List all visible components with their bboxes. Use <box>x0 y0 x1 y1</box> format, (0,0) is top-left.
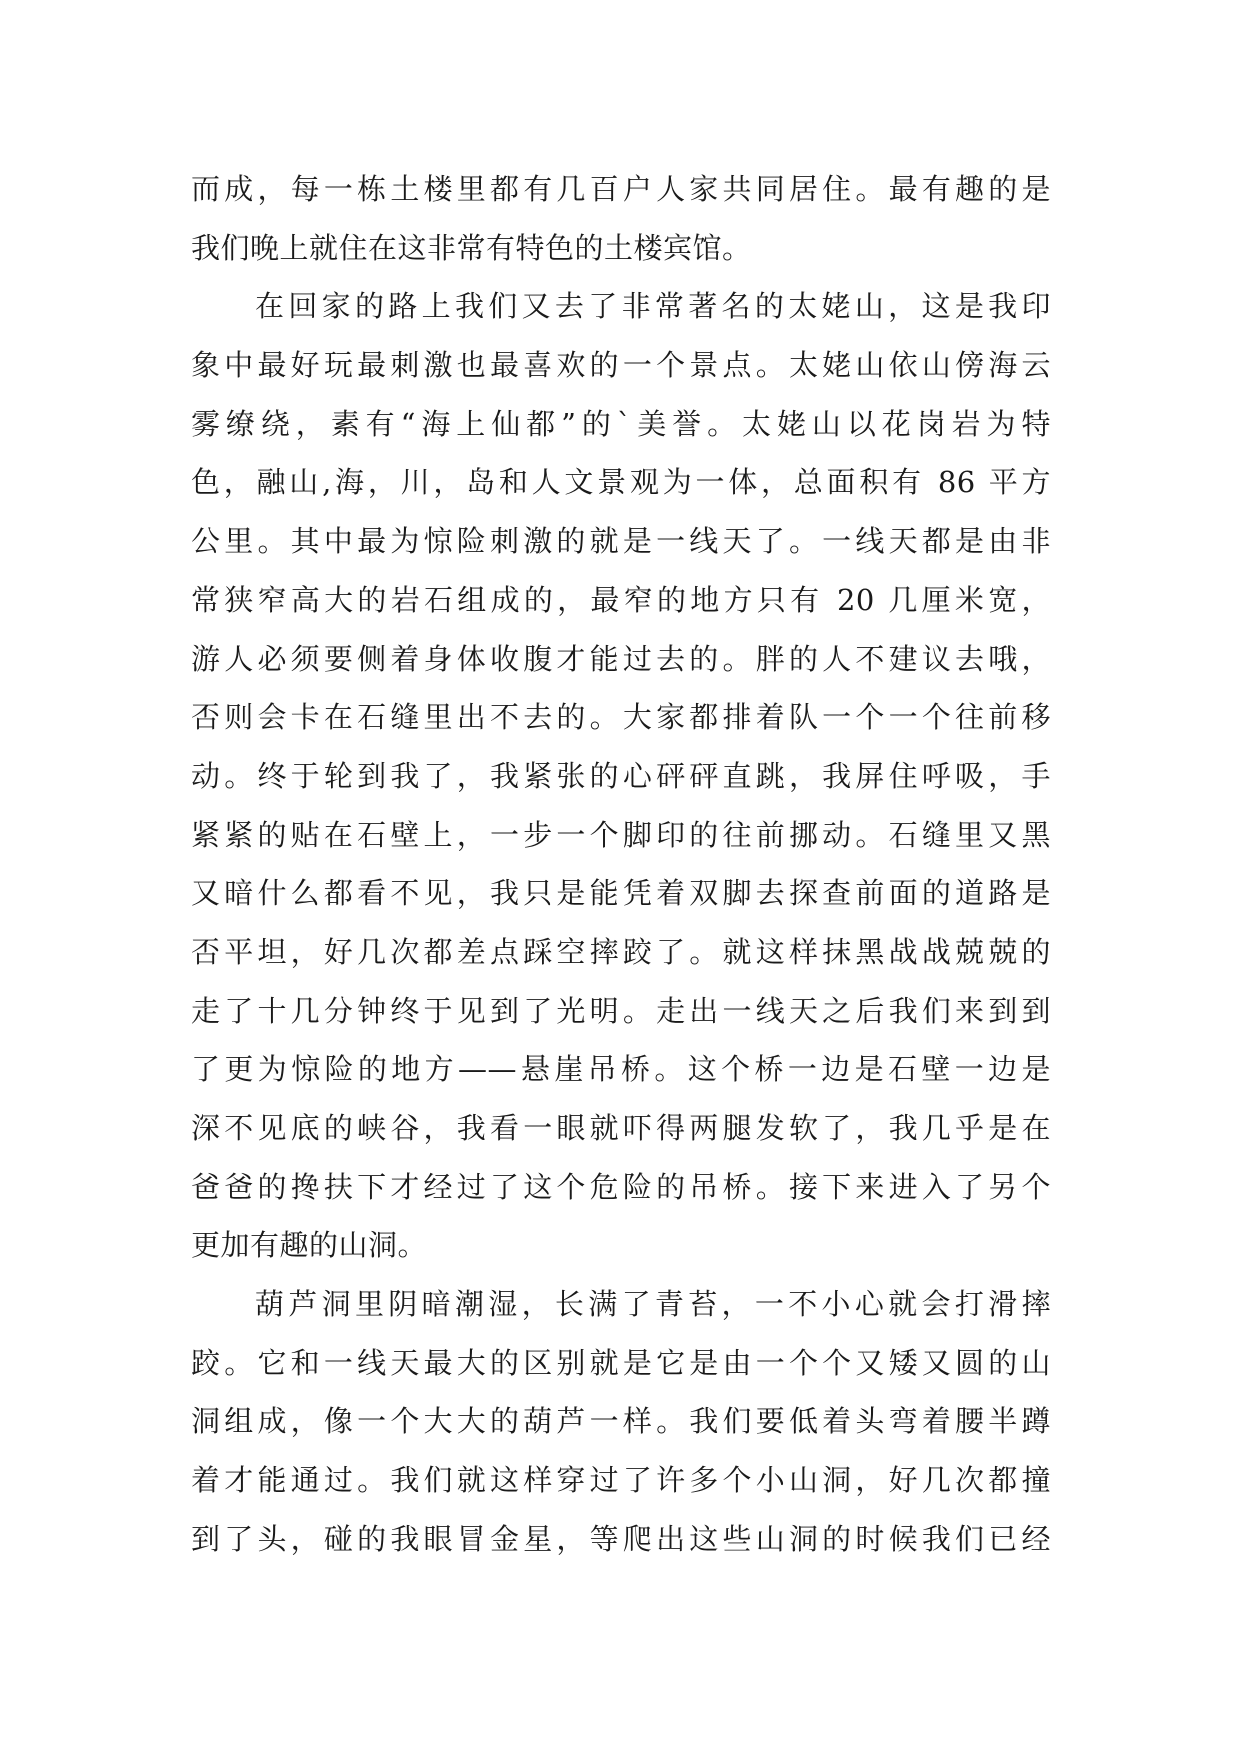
text-line: 紧紧的贴在石壁上，一步一个脚印的往前挪动。石缝里又黑 <box>191 817 1051 852</box>
text-line: 动。终于轮到我了，我紧张的心砰砰直跳，我屏住呼吸，手 <box>191 758 1051 793</box>
text-line: 着才能通过。我们就这样穿过了许多个小山洞，好几次都撞 <box>191 1463 1051 1498</box>
text-line: 深不见底的峡谷，我看一眼就吓得两腿发软了，我几乎是在 <box>191 1111 1051 1145</box>
text-line: 走了十几分钟终于见到了光明。走出一线天之后我们来到到 <box>191 993 1051 1028</box>
body-text <box>191 160 1051 1569</box>
text-line: 更加有趣的山洞。 <box>191 1228 428 1263</box>
text-line: 了更为惊险的地方——悬崖吊桥。这个桥一边是石壁一边是 <box>191 1052 1051 1087</box>
text-line: 色，融山,海，川，岛和人文景观为一体，总面积有 86 平方 <box>191 465 1051 500</box>
text-line: 常狭窄高大的岩石组成的，最窄的地方只有 20 几厘米宽， <box>191 582 1051 617</box>
text-line: 跤。它和一线天最大的区别就是它是由一个个又矮又圆的山 <box>191 1345 1051 1380</box>
text-line: 爸爸的搀扶下才经过了这个危险的吊桥。接下来进入了另个 <box>191 1169 1051 1204</box>
text-line: 游人必须要侧着身体收腹才能过去的。胖的人不建议去哦， <box>191 641 1051 676</box>
text-line: 象中最好玩最刺激也最喜欢的一个景点。太姥山依山傍海云 <box>191 348 1051 383</box>
text-line: 否平坦，好几次都差点踩空摔跤了。就这样抹黑战战兢兢的 <box>191 934 1051 969</box>
text-line: 葫芦洞里阴暗潮湿，长满了青苔，一不小心就会打滑摔 <box>255 1287 1051 1322</box>
text-line: 雾缭绕，素有“海上仙都”的`美誉。太姥山以花岗岩为特 <box>191 406 1051 441</box>
text-line: 否则会卡在石缝里出不去的。大家都排着队一个一个往前移 <box>191 700 1051 735</box>
text-line: 我们晚上就住在这非常有特色的土楼宾馆。 <box>191 230 752 265</box>
text-line: 洞组成，像一个大大的葫芦一样。我们要低着头弯着腰半蹲 <box>191 1404 1051 1439</box>
text-line: 又暗什么都看不见，我只是能凭着双脚去探查前面的道路是 <box>191 876 1051 911</box>
text-line: 而成，每一栋土楼里都有几百户人家共同居住。最有趣的是 <box>191 172 1051 206</box>
text-line: 到了头，碰的我眼冒金星，等爬出这些山洞的时候我们已经 <box>191 1521 1051 1556</box>
text-line: 在回家的路上我们又去了非常著名的太姥山，这是我印 <box>255 289 1051 324</box>
text-line: 公里。其中最为惊险刺激的就是一线天了。一线天都是由非 <box>191 524 1051 559</box>
